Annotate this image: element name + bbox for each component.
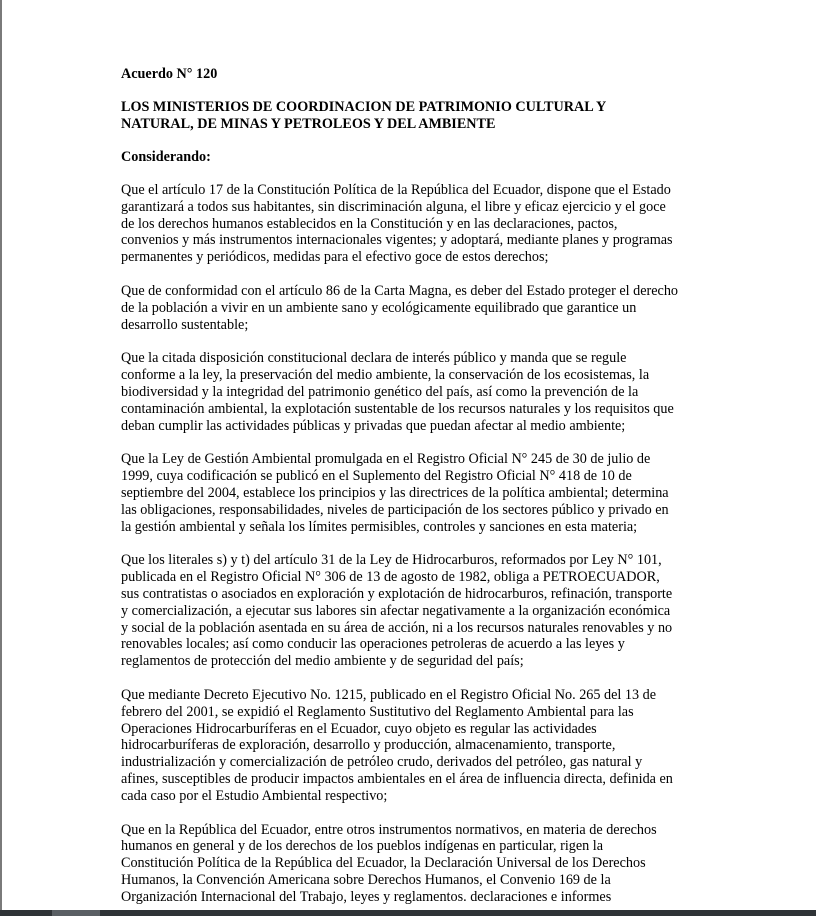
scrollbar-thumb[interactable] xyxy=(52,910,100,916)
document-title: Acuerdo N° 120 xyxy=(121,66,218,82)
document-heading xyxy=(121,99,711,133)
paragraph xyxy=(121,182,711,266)
text-line: reglamentos de protección del medio ambiente y de seguridad del país; xyxy=(121,653,524,670)
text-line: Constitución Política de la República del Ecuador, la Declaración Universal de los Derechos xyxy=(121,855,646,872)
text-line: publicada en el Registro Oficial N° 306 de 13 de agosto de 1982, obliga a PETROECUADOR, xyxy=(121,569,660,586)
text-line: la gestión ambiental y señala los límites permisibles, controles y sanciones en esta materia; xyxy=(121,518,638,535)
paragraph xyxy=(121,451,711,535)
text-line: de los derechos humanos establecidos en la Constitución y en las declaraciones, pactos, xyxy=(121,215,618,232)
text-line: industrialización y comercialización de petróleo crudo, derivados del petróleo, gas natural y xyxy=(121,754,643,771)
heading-line: NATURAL, DE MINAS Y PETROLEOS Y DEL AMBIENTE xyxy=(121,116,496,132)
text-line: septiembre del 2004, establece los principios y las directrices de la política ambiental; determina xyxy=(121,484,669,501)
document-page xyxy=(121,66,711,916)
text-line: Operaciones Hidrocarburíferas en el Ecuador, cuyo objeto es regular las actividades xyxy=(121,720,597,737)
text-line: conforme a la ley, la preservación del medio ambiente, la conservación de los ecosistemas, la xyxy=(121,367,650,384)
text-line: sus contratistas o asociados en exploración y explotación de hidrocarburos, refinación, transporte xyxy=(121,585,673,602)
text-line: afines, susceptibles de producir impactos ambientales en el área de influencia directa, definida en xyxy=(121,770,673,787)
text-line: biodiversidad y la integridad del patrimonio genético del país, así como la prevención de la xyxy=(121,383,639,400)
text-line: contaminación ambiental, la explotación sustentable de los recursos naturales y los requisitos que xyxy=(121,400,674,417)
paragraph xyxy=(121,283,711,333)
text-line: Organización Internacional del Trabajo, leyes y reglamentos. declaraciones e informes xyxy=(121,888,612,905)
text-line: hidrocarburíferas de exploración, desarrollo y producción, almacenamiento, transporte, xyxy=(121,737,616,754)
page-left-border xyxy=(0,0,2,916)
text-line: garantizará a todos sus habitantes, sin discriminación alguna, el libre y eficaz ejercicio y el goce xyxy=(121,198,666,215)
text-line: febrero del 2001, se expidió el Reglamento Sustitutivo del Reglamento Ambiental para las xyxy=(121,703,634,720)
paragraph xyxy=(121,822,711,906)
paragraph xyxy=(121,350,711,434)
text-line: deban cumplir las actividades públicas y privadas que puedan afectar al medio ambiente; xyxy=(121,417,626,434)
text-line: de la población a vivir en un ambiente sano y ecológicamente equilibrado que garantice un xyxy=(121,299,637,316)
paragraph xyxy=(121,687,711,805)
text-line: Que de conformidad con el artículo 86 de la Carta Magna, es deber del Estado proteger el derecho xyxy=(121,282,679,299)
heading-line: LOS MINISTERIOS DE COORDINACION DE PATRIMONIO CULTURAL Y xyxy=(121,99,607,115)
considerando-label: Considerando: xyxy=(121,149,211,165)
text-line: convenios y más instrumentos internacionales vigentes; y adoptará, mediante planes y programas xyxy=(121,232,673,249)
text-line: Que la Ley de Gestión Ambiental promulgada en el Registro Oficial N° 245 de 30 de julio de xyxy=(121,451,651,468)
text-line: cada caso por el Estudio Ambiental respectivo; xyxy=(121,787,388,804)
text-line: desarrollo sustentable; xyxy=(121,316,249,333)
text-line: las obligaciones, responsabilidades, niveles de participación de los sectores público y privado en xyxy=(121,501,669,518)
text-line: Que los literales s) y t) del artículo 31 de la Ley de Hidrocarburos, reformados por Ley N° 101, xyxy=(121,552,662,569)
text-line: y social de la población asentada en su área de acción, ni a los recursos naturales renovables y no xyxy=(121,619,673,636)
text-line: Que el artículo 17 de la Constitución Política de la República del Ecuador, dispone que el Estado xyxy=(121,182,671,198)
text-line: Que en la República del Ecuador, entre otros instrumentos normativos, en materia de derechos xyxy=(121,821,657,838)
horizontal-scrollbar[interactable] xyxy=(0,910,816,916)
text-line: Que la citada disposición constitucional declara de interés público y manda que se regule xyxy=(121,350,627,367)
text-line: renovables locales; así como conducir las operaciones petroleras de acuerdo a las leyes y xyxy=(121,636,625,653)
text-line: y comercialización, a ejecutar sus labores sin afectar negativamente a la organización económica xyxy=(121,602,671,619)
text-line: humanos en general y de los derechos de los pueblos indígenas en particular, rigen la xyxy=(121,838,604,855)
paragraph xyxy=(121,552,711,670)
text-line: permanentes y periódicos, medidas para el efectivo goce de estos derechos; xyxy=(121,249,549,266)
text-line: 1999, cuya codificación se publicó en el Suplemento del Registro Oficial N° 418 de 10 de xyxy=(121,468,632,485)
text-line: Humanos, la Convención Americana sobre Derechos Humanos, el Convenio 169 de la xyxy=(121,871,611,888)
text-line: Que mediante Decreto Ejecutivo No. 1215, publicado en el Registro Oficial No. 265 del 13 de xyxy=(121,686,657,703)
